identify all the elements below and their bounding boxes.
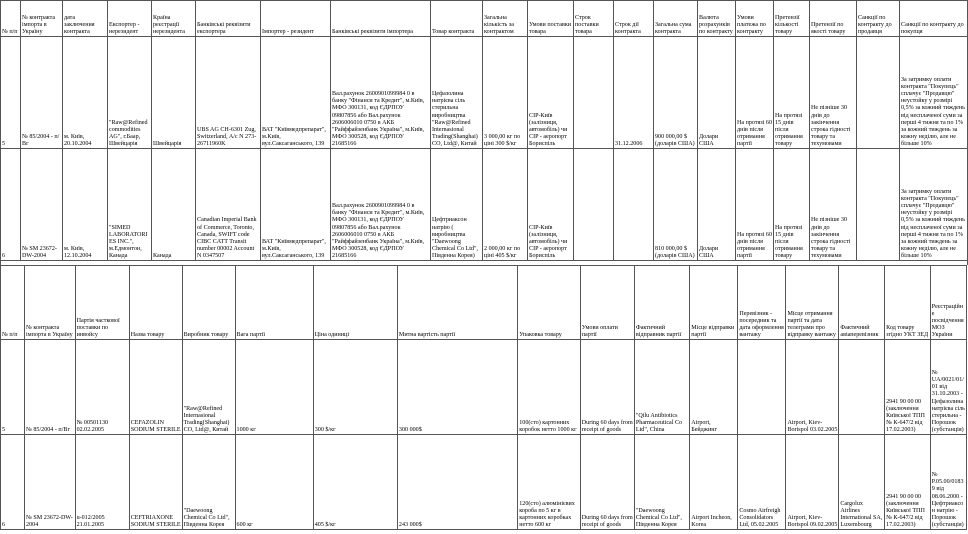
shipment-header-cell: № контракта імпорта в Україну — [25, 266, 76, 340]
shipment-header-row — [1, 266, 967, 340]
contract-row — [1, 149, 968, 261]
contract-cell: 6 — [1, 149, 21, 261]
contract-header-cell: Строк дії контракта — [614, 1, 654, 37]
contract-cell: Не пізніше 30 днів до закінчення строка гідності товару та техумовами — [810, 37, 857, 149]
shipment-cell: № 85/2004 - п/Вг — [25, 340, 76, 435]
contract-cell: 5 — [1, 37, 21, 149]
shipment-cell: u-012/2005 21.01.2005 — [75, 435, 129, 530]
contracts-table — [0, 0, 968, 261]
shipment-cell: Airport, Бейджинг — [690, 340, 738, 435]
shipment-cell: "Daewoong Chemical Co Ltd", Південна Корея — [182, 435, 235, 530]
contract-cell — [614, 149, 654, 261]
contract-header-cell: Претензії по якості товару — [810, 1, 857, 37]
contract-cell: № 85/2004 - п/Вг — [21, 37, 63, 149]
contract-cell: № SM 23672-DW-2004 — [21, 149, 63, 261]
contract-header-cell: Країна реєстрації нерезидента — [152, 1, 196, 37]
shipment-cell: 120(сто) алюмінієвих короба по 5 кг в картонних коробках нетто 600 кг — [518, 435, 581, 530]
contract-cell: Canadian Imperial Bank of Commerce, Toronto, Canada, SWIFT code CIBC CATT Transit number 00002 Account N 0347507 — [196, 149, 261, 261]
shipment-cell: CEFAZOLIN SODIUM STERILE — [129, 340, 182, 435]
shipment-cell: № 00501130 02.02.2005 — [75, 340, 129, 435]
shipment-header-cell: Вага партії — [235, 266, 313, 340]
shipment-cell: "Raw@Refined Internasional Trading(Shanghai) CO, Ltd@, Китай — [182, 340, 235, 435]
contract-header-cell: Імпортер - резидент — [261, 1, 331, 37]
contract-cell: 810 000,00 $ (доларів США) — [654, 149, 698, 261]
contract-header-cell: № контракта імпорта в Україну — [21, 1, 63, 37]
shipment-row — [1, 435, 967, 530]
shipment-cell: № Р.05.00/01839 від 08.06.2000 - Цефтриаксон натрію - Порошок (субстанція) — [930, 435, 966, 530]
shipment-header-cell: Реєстраційне посвідчення МОЗ України — [930, 266, 966, 340]
contract-cell: м. Київ, 12.10.2004 — [63, 149, 108, 261]
shipment-cell: 300 $/кг — [313, 340, 397, 435]
contract-cell: На протязі 15 днів після отримання товару — [774, 149, 810, 261]
shipment-cell: During 60 days from receipt of goods — [580, 340, 634, 435]
contract-cell: 2 000,00 кг по ціні 405 $/кг — [483, 149, 528, 261]
contract-cell: Долари США — [698, 37, 736, 149]
contract-cell: "SIMED LABORATORIES INC.", м.Едмонтон, Канада — [108, 149, 152, 261]
shipment-header-cell: Фактичний відправник партії — [634, 266, 689, 340]
shipment-cell: 5 — [1, 340, 25, 435]
contract-cell: CIP-Київ (залізниця, автомобіль) чи CIP - аеропорт Бориспіль — [528, 149, 574, 261]
contract-header-cell: Умови поставки товара — [528, 1, 574, 37]
shipment-cell: Cargolux Airlines International SA, Luxembourg — [839, 435, 885, 530]
contract-header-cell: Експортер - нерезидент — [108, 1, 152, 37]
shipment-header-cell: № п/п — [1, 266, 25, 340]
contract-cell: 31.12.2006 — [614, 37, 654, 149]
contract-header-cell: Строк поставки товара — [574, 1, 614, 37]
contract-header-cell: Загальна сума контракта — [654, 1, 698, 37]
shipment-cell — [738, 340, 786, 435]
shipment-cell: 6 — [1, 435, 25, 530]
contract-header-cell: Претензії кількості товару — [774, 1, 810, 37]
shipment-cell: 243 000$ — [397, 435, 517, 530]
contract-header-cell: № п/п — [1, 1, 21, 37]
contract-header-cell: Банківські реквізити імпортера — [331, 1, 431, 37]
shipment-cell: 2941 90 00 00 (заключення Київської ТПП № К-647/2 від 17.02.2003) — [885, 340, 931, 435]
shipment-header-cell: Фактичний авіаперевізник — [839, 266, 885, 340]
shipment-cell: 600 кг — [235, 435, 313, 530]
contract-cell: ВАТ "Київмедпрепарат", м.Київ, вул.Саксаганського, 139 — [261, 149, 331, 261]
shipment-cell: 2941 90 00 00 (заключення Київської ТПП № К-647/2 від 17.02.2003) — [885, 435, 931, 530]
contract-cell: На протязі 60 днів після отримання партії — [736, 149, 774, 261]
contract-cell: Канада — [152, 149, 196, 261]
shipment-cell: Airport, Kiev-Borispol 09.02.2005 — [786, 435, 839, 530]
contract-header-cell: Товар контракта — [431, 1, 483, 37]
shipment-cell: 100(сто) картонних коробок нетто 1000 кг — [518, 340, 581, 435]
contract-cell: За затримку оплати контракта "Покупець" сплачує "Продавцю" неустойку у розмірі 0,5% за кожний тиждень від несплаченої суми за перші 4 тижня та по 1% за кожний тиждень за кожну неділю, але не більше 10% — [900, 149, 968, 261]
contract-header-cell: Загальна кількість за контрактом — [483, 1, 528, 37]
contract-cell: Вал.рахунок 2600901099984 0 в банку "Фінанси та Кредит", м.Київ, МФО 300131, код ЄДРПОУ 09807856 або Вал.рахунок 2606006010 0750 в АКБ "Райффайзенбанк Україна", м.Київ, МФО 300528, код ЄДРПОУ 21685166 — [331, 149, 431, 261]
contract-cell — [574, 149, 614, 261]
shipment-header-cell: Ціна одиниці — [313, 266, 397, 340]
contract-cell: На протязі 15 днів після отримання товару — [774, 37, 810, 149]
contract-cell: ВАТ "Київмедпрепарат", м.Київ, вул.Саксаганського, 139 — [261, 37, 331, 149]
shipment-header-cell: Місце отримання партії та дата телеграми про відправку вантажу — [786, 266, 839, 340]
shipment-cell: 405 $/кг — [313, 435, 397, 530]
contract-header-cell: дата заключения контракта — [63, 1, 108, 37]
shipment-cell: № SM 23672-DW-2004 — [25, 435, 76, 530]
shipment-row — [1, 340, 967, 435]
shipment-cell: "Qilu Antibiotics Pharmaceutical Co Ltd", China — [634, 340, 689, 435]
contract-cell — [857, 149, 900, 261]
shipment-cell: Airport Incheon, Korea — [690, 435, 738, 530]
contract-cell: 900 000,00 $ (доларів США) — [654, 37, 698, 149]
contract-cell: Не пізніше 30 днів до закінчення строка гідності товару та техумовами — [810, 149, 857, 261]
contract-cell: "Raw@Refined commodities AG", г.Баар, Швейцарія — [108, 37, 152, 149]
shipment-cell: Cosmo Airfreigh Consolidators Ltd, 05.02.2005 — [738, 435, 786, 530]
contract-cell: Швейцарія — [152, 37, 196, 149]
contract-cell: Цефазолина натрієва сіль стерильна виробництва "Raw@Refined Internasional Trading(Shanghai) CO, Ltd@, Китай — [431, 37, 483, 149]
shipment-header-cell: Митна вартість партії — [397, 266, 517, 340]
contract-header-cell: Санкції по контракту до покупця — [900, 1, 968, 37]
contract-cell: CIP-Київ (залізниця, автомобіль) чи CIP - аеропорт Бориспіль — [528, 37, 574, 149]
shipment-cell: During 60 days from receipt of goods — [580, 435, 634, 530]
contract-row — [1, 37, 968, 149]
contract-header-cell: Умови платежа по контракту — [736, 1, 774, 37]
contract-cell — [574, 37, 614, 149]
shipment-cell — [839, 340, 885, 435]
contract-header-cell: Санкції по контракту до продавця — [857, 1, 900, 37]
shipment-cell: "Daewoong Chemical Co Ltd", Південна Корея — [634, 435, 689, 530]
shipment-header-cell: Упаковка товару — [518, 266, 581, 340]
shipment-header-cell: Код товару згідно УКТ ЗЕД — [885, 266, 931, 340]
contract-cell: 3 000,00 кг по ціні 300 $/кг — [483, 37, 528, 149]
shipment-cell: 300 000$ — [397, 340, 517, 435]
shipment-header-cell: Перевізник - посередник та дата оформлення вантажу — [738, 266, 786, 340]
shipment-header-cell: Умови оплати партії — [580, 266, 634, 340]
contract-cell: Цефтриаксон натрію ( виробництва "Daewoong Chemical Co Ltd", Південна Корея) — [431, 149, 483, 261]
shipment-header-cell: Партія часткової поставки по инвойсу — [75, 266, 129, 340]
shipments-table — [0, 265, 967, 530]
contract-cell: м. Київ, 20.10.2004 — [63, 37, 108, 149]
contract-cell: На протязі 60 днів після отримання партії — [736, 37, 774, 149]
contract-cell — [857, 37, 900, 149]
contract-header-row — [1, 1, 968, 37]
shipment-header-cell: Місце відправки партії — [690, 266, 738, 340]
contract-header-cell: Валюта розрахунків по контракту — [698, 1, 736, 37]
contract-cell: UBS AG CH-6301 Zug, Switzerland, A/c N 273-26711960K — [196, 37, 261, 149]
shipment-cell: CEFTRIAXONE SODIUM STERILE — [129, 435, 182, 530]
shipment-cell: Airport, Kiev-Borispol 03.02.2005 — [786, 340, 839, 435]
contract-cell: За затримку оплати контракта "Покупець" сплачує "Продавцю" неустойку у розмірі 0,5% за кожний тиждень від несплаченої суми за перші 4 тижня та по 1% за кожний тиждень за кожну неділю, але не більше 10% — [900, 37, 968, 149]
shipment-header-cell: Назва товару — [129, 266, 182, 340]
shipment-header-cell: Виробник товару — [182, 266, 235, 340]
contract-header-cell: Банківські реквізити експортера — [196, 1, 261, 37]
contract-cell: Вал.рахунок 2600901099984 0 в банку "Фінанси та Кредит", м.Київ, МФО 300131, код ЄДРПОУ 09807856 або Вал.рахунок 2606006010 0750 в АКБ "Райффайзенбанк Україна", м.Київ, МФО 300528, код ЄДРПОУ 21685166 — [331, 37, 431, 149]
contract-cell: Долари США — [698, 149, 736, 261]
shipment-cell: 1000 кг — [235, 340, 313, 435]
shipment-cell: № UA/0021/01/01 від 31.10.2003 - Цефазолина натрієва сіль стерильна - Порошок (субстанція) — [930, 340, 966, 435]
